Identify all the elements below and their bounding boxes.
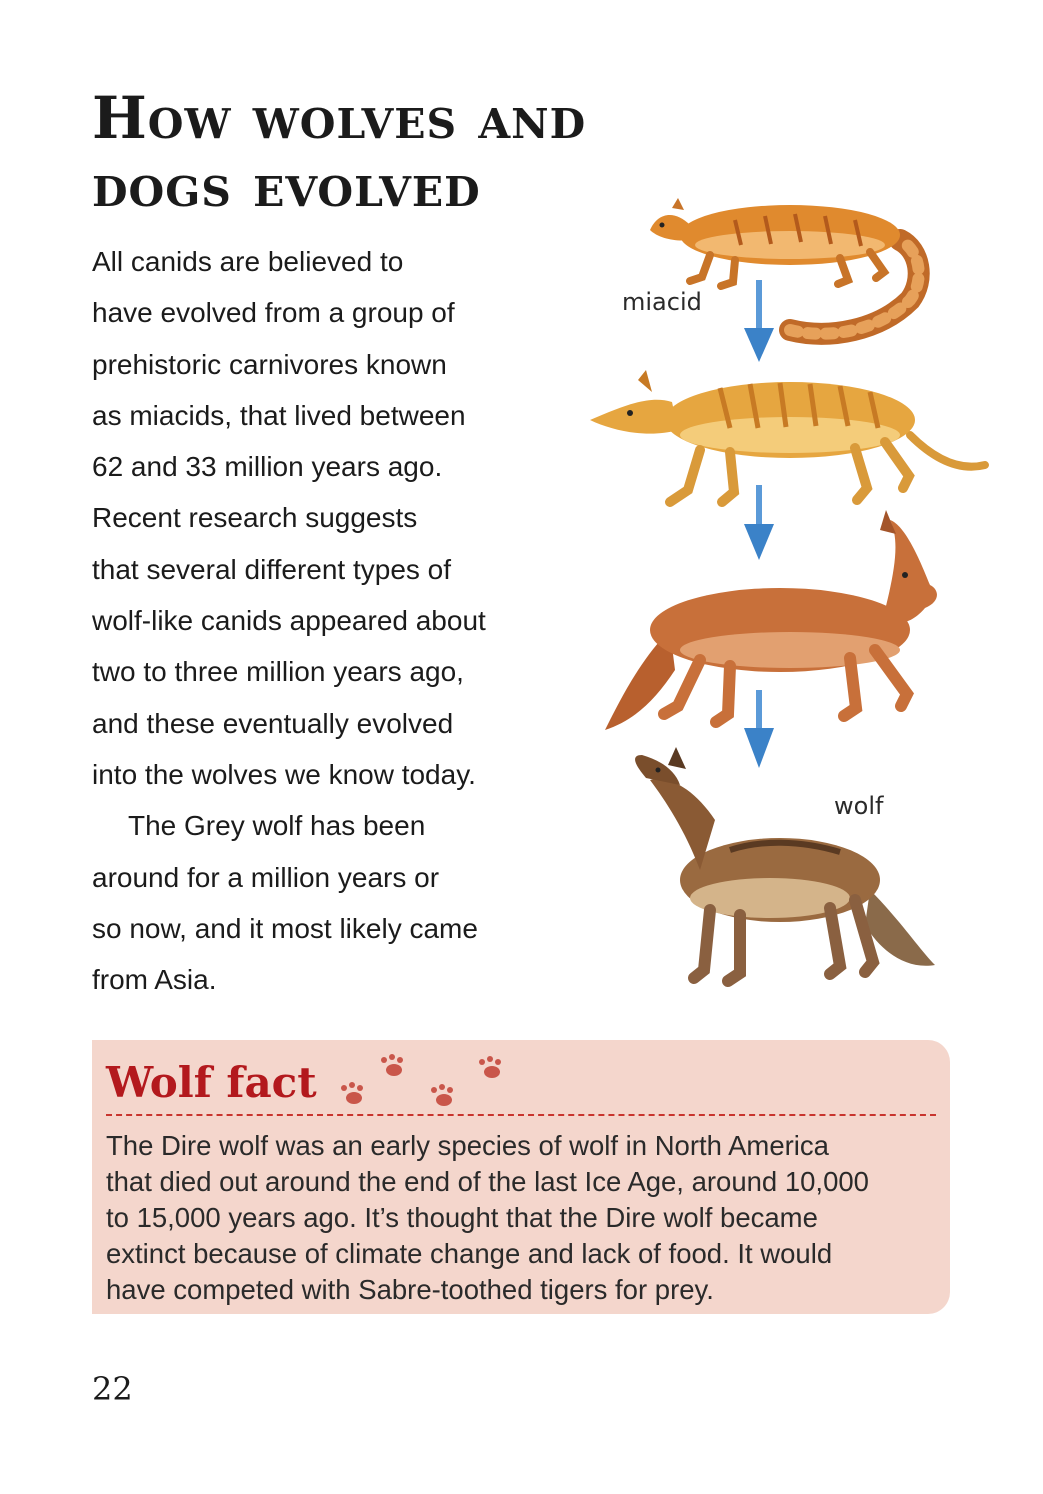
fact-line: that died out around the end of the last Ice Age, around 10,000 (106, 1166, 869, 1197)
body-line: as miacids, that lived between (92, 399, 466, 431)
paw-print-icon (332, 1046, 532, 1116)
fact-line: extinct because of climate change and lack of food. It would (106, 1238, 833, 1269)
body-line: The Grey wolf has been (128, 810, 426, 842)
fact-title: Wolf fact (106, 1058, 317, 1107)
body-line: that several different types of (92, 553, 452, 585)
wolf-fact-box (92, 1040, 950, 1314)
fact-line: have competed with Sabre-toothed tigers for prey. (106, 1274, 714, 1305)
howling-wolf-illustration (635, 747, 935, 981)
miacid-label: miacid (622, 288, 702, 316)
wolf-label: wolf (834, 792, 884, 820)
body-line: into the wolves we know today. (92, 758, 476, 790)
body-line: around for a million years or (92, 861, 440, 893)
title-line: dogs evolved (92, 152, 481, 220)
body-text (92, 236, 582, 1005)
page-number: 22 (92, 1370, 133, 1408)
body-line: two to three million years ago, (92, 656, 464, 688)
body-line: All canids are believed to (92, 246, 404, 277)
body-line: from Asia. (92, 964, 217, 996)
intermediate-canid-illustration (590, 370, 985, 502)
body-line: have evolved from a group of (92, 297, 455, 329)
body-line: so now, and it most likely came (92, 912, 478, 944)
fact-line: to 15,000 years ago. It’s thought that the Dire wolf became (106, 1202, 818, 1233)
arrow-down-icon (744, 690, 774, 768)
title-line: How wolves and (92, 84, 587, 152)
fact-divider (106, 1114, 936, 1116)
wolf-like-canid-illustration (605, 510, 937, 730)
arrow-down-icon (744, 485, 774, 560)
fact-line: The Dire wolf was an early species of wolf in North America (106, 1130, 829, 1161)
body-line: 62 and 33 million years ago. (92, 451, 443, 483)
arrow-down-icon (744, 280, 774, 362)
body-line: and these eventually evolved (92, 707, 454, 739)
fact-text (106, 1128, 946, 1308)
paw-prints-decoration (332, 1046, 532, 1121)
body-line: prehistoric carnivores known (92, 348, 447, 380)
body-line: wolf-like canids appeared about (92, 605, 486, 637)
evolution-illustration (580, 180, 1000, 1020)
body-line: Recent research suggests (92, 502, 418, 534)
